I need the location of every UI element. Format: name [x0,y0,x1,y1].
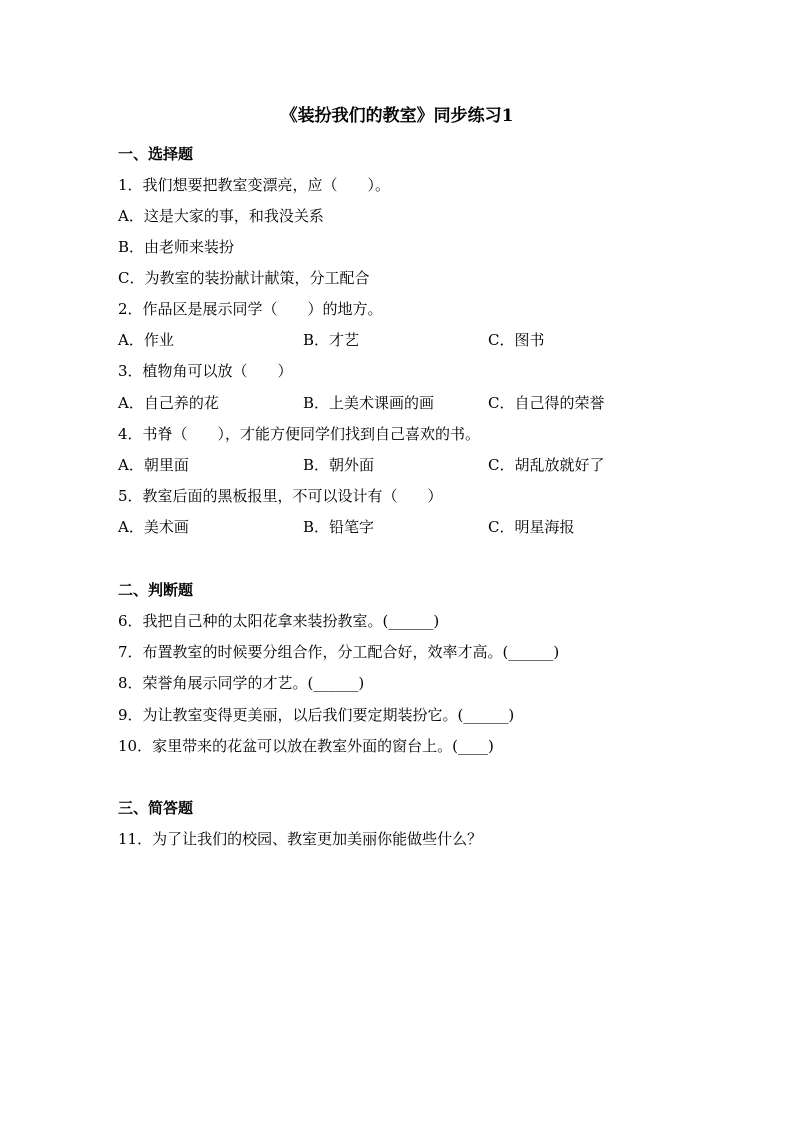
question-2-option-a: A．作业 [118,331,174,349]
question-4-option-a: A．朝里面 [118,456,189,474]
question-4-option-c: C．胡乱放就好了 [488,456,605,474]
question-2-option-c: C．图书 [488,331,545,349]
question-3-option-b: B．上美术课画的画 [303,394,435,412]
question-3-option-a: A．自己养的花 [118,394,219,412]
question-4-option-b: B．朝外面 [303,456,375,474]
question-8: 8．荣誉角展示同学的才艺。(______) [118,674,365,692]
question-3-stem: 3．植物角可以放（ ） [118,362,293,380]
question-7: 7．布置教室的时候要分组合作，分工配合好，效率才高。(______) [118,643,560,661]
section-heading-short-answer: 三、简答题 [118,799,194,817]
question-5-option-a: A．美术画 [118,518,189,536]
section-heading-choice: 一、选择题 [118,145,194,163]
question-5-option-c: C．明星海报 [488,518,575,536]
question-5-option-b: B．铅笔字 [303,518,375,536]
question-1-stem: 1．我们想要把教室变漂亮，应（ ）。 [118,176,391,194]
question-1-option-a: A．这是大家的事，和我没关系 [118,207,324,225]
page-title: 《装扮我们的教室》同步练习1 [280,106,514,126]
question-2-stem: 2．作品区是展示同学（ ）的地方。 [118,300,383,318]
question-3-option-c: C．自己得的荣誉 [488,394,605,412]
question-2-option-b: B．才艺 [303,331,360,349]
question-10: 10．家里带来的花盆可以放在教室外面的窗台上。(____) [118,737,494,755]
section-heading-judgement: 二、判断题 [118,581,194,599]
question-9: 9．为让教室变得更美丽，以后我们要定期装扮它。(______) [118,706,515,724]
question-1-option-b: B．由老师来装扮 [118,238,235,256]
question-1-option-c: C．为教室的装扮献计献策，分工配合 [118,269,370,287]
question-11: 11．为了让我们的校园、教室更加美丽你能做些什么？ [118,830,483,848]
question-6: 6．我把自己种的太阳花拿来装扮教室。(______) [118,612,440,630]
question-4-stem: 4．书脊（ ），才能方便同学们找到自己喜欢的书。 [118,425,481,443]
question-5-stem: 5．教室后面的黑板报里，不可以设计有（ ） [118,487,443,505]
